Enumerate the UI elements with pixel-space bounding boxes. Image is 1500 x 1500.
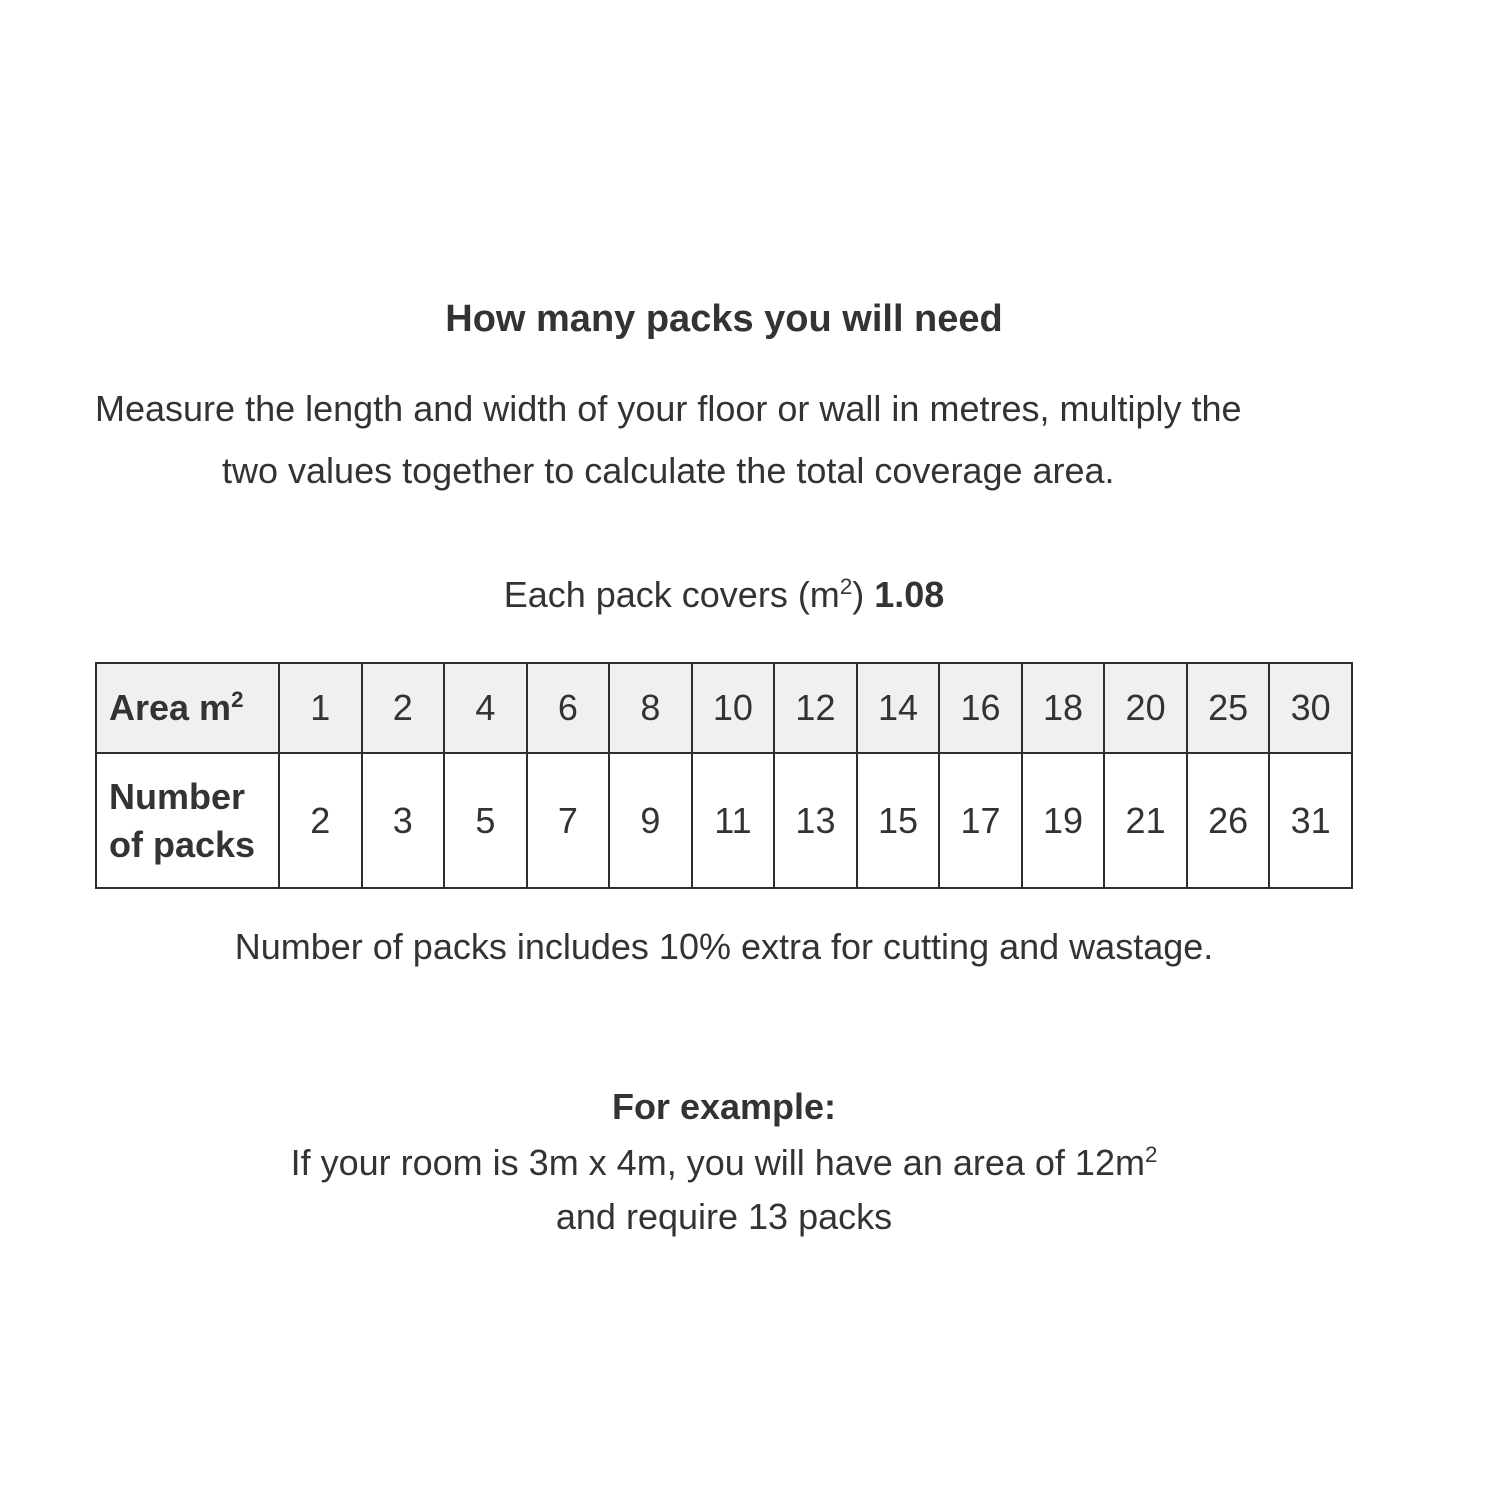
intro-paragraph bbox=[95, 378, 1242, 502]
example-line-2: and require 13 packs bbox=[555, 1196, 893, 1237]
coverage-value: 1.08 bbox=[874, 574, 945, 615]
example-line-1 bbox=[95, 1138, 1353, 1188]
area-row-label-superscript: 2 bbox=[231, 687, 244, 713]
packs-value-cell-9: 19 bbox=[1022, 753, 1105, 888]
packs-value-cell-6: 13 bbox=[774, 753, 857, 888]
packs-value-cell-7: 15 bbox=[857, 753, 940, 888]
area-value-cell-1: 2 bbox=[362, 663, 445, 753]
area-value-cell-6: 12 bbox=[774, 663, 857, 753]
area-value-cell-8: 16 bbox=[939, 663, 1022, 753]
example-block bbox=[95, 1084, 1353, 1242]
coverage-label-suffix: ) bbox=[852, 574, 865, 615]
area-value-cell-7: 14 bbox=[857, 663, 940, 753]
example-line-1-text: If your room is 3m x 4m, you will have an area of 12m bbox=[290, 1142, 1145, 1183]
area-value-cell-12: 30 bbox=[1269, 663, 1352, 753]
packs-value-cell-10: 21 bbox=[1104, 753, 1187, 888]
area-value-cell-4: 8 bbox=[609, 663, 692, 753]
packs-value-cell-5: 11 bbox=[692, 753, 775, 888]
area-row-label bbox=[96, 663, 279, 753]
area-row-label-text: Area m bbox=[109, 687, 232, 729]
packs-value-cell-4: 9 bbox=[609, 753, 692, 888]
area-value-cell-5: 10 bbox=[692, 663, 775, 753]
area-value-cell-9: 18 bbox=[1022, 663, 1105, 753]
area-value-cell-10: 20 bbox=[1104, 663, 1187, 753]
area-value-cell-0: 1 bbox=[279, 663, 362, 753]
packs-value-cell-12: 31 bbox=[1269, 753, 1352, 888]
table-row-area bbox=[96, 663, 1352, 753]
packs-row-label: Number of packs bbox=[96, 753, 279, 888]
example-heading: For example: bbox=[611, 1086, 837, 1127]
packs-value-cell-2: 5 bbox=[444, 753, 527, 888]
coverage-line bbox=[95, 570, 1353, 620]
area-value-cell-2: 4 bbox=[444, 663, 527, 753]
coverage-superscript: 2 bbox=[839, 574, 853, 599]
area-value-cell-3: 6 bbox=[527, 663, 610, 753]
table-row-packs bbox=[96, 753, 1352, 888]
packs-value-cell-8: 17 bbox=[939, 753, 1022, 888]
page-title: How many packs you will need bbox=[445, 298, 1003, 340]
intro-line-2: two values together to calculate the total coverage area. bbox=[222, 450, 1115, 491]
document-content bbox=[95, 0, 1353, 1500]
intro-line-1: Measure the length and width of your floor or wall in metres, multiply the bbox=[95, 388, 1242, 429]
example-line-1-superscript: 2 bbox=[1144, 1142, 1158, 1167]
packs-value-cell-1: 3 bbox=[362, 753, 445, 888]
wastage-note: Number of packs includes 10% extra for cutting and wastage. bbox=[234, 926, 1214, 967]
packs-value-cell-3: 7 bbox=[527, 753, 610, 888]
packs-value-cell-0: 2 bbox=[279, 753, 362, 888]
area-value-cell-11: 25 bbox=[1187, 663, 1270, 753]
packs-table bbox=[95, 662, 1353, 889]
packs-value-cell-11: 26 bbox=[1187, 753, 1270, 888]
coverage-label-prefix: Each pack covers (m bbox=[503, 574, 840, 615]
